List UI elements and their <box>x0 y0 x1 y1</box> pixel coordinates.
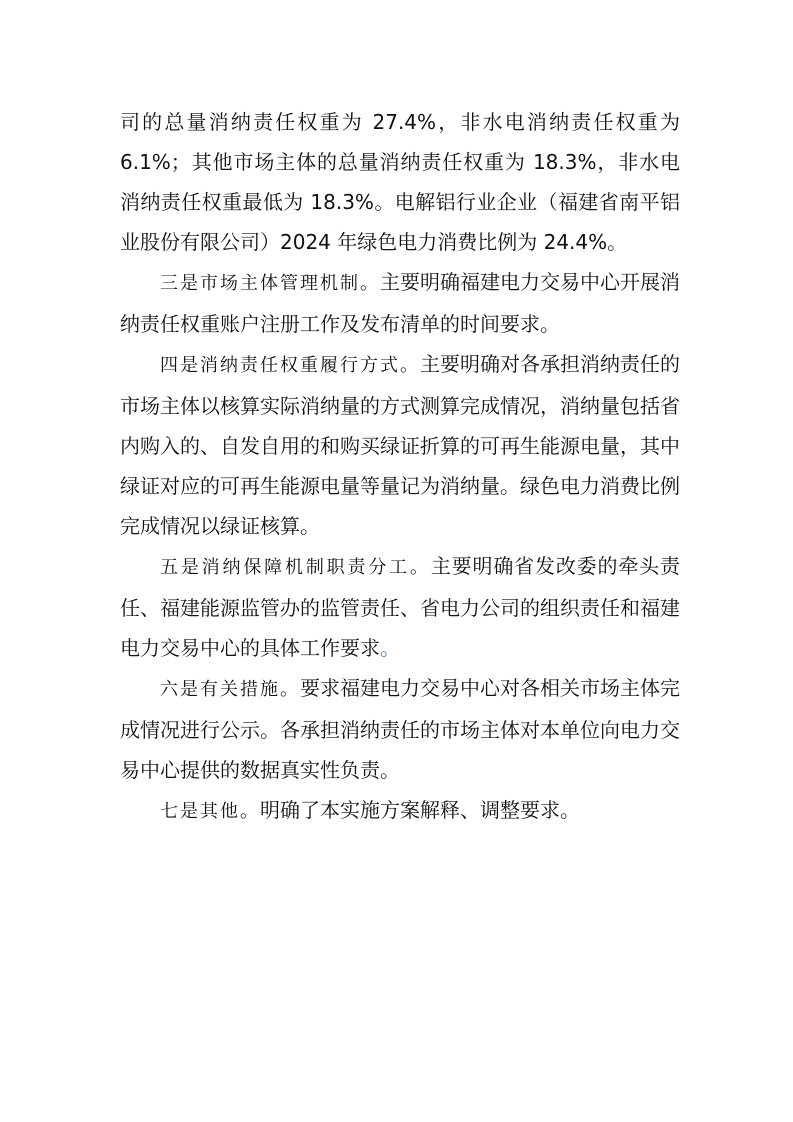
document-body <box>120 102 680 832</box>
paragraph-body: 司的总量消纳责任权重为 27.4%，非水电消纳责任权重为 6.1%；其他市场主体的总量消纳责任权重为 18.3%，非水电消纳责任权重最低为 18.3%。电解铝行业企业（福建省南平铝业股份有限公司）2024 年绿色电力消费比例为 24.4%。 <box>120 110 680 254</box>
paragraph-end-mark: 。 <box>380 636 400 660</box>
paragraph-heading: 六是有关措施。 <box>160 679 300 700</box>
paragraph-fulfillment-method <box>120 344 680 546</box>
paragraph-heading: 三是市场主体管理机制。 <box>160 273 380 294</box>
paragraph-others <box>120 790 680 832</box>
paragraph-body: 主要明确省发改委的牵头责任、福建能源监管办的监管责任、省电力公司的组织责任和福建电力交易中心的具体工作要求 <box>120 554 681 660</box>
paragraph-heading: 四是消纳责任权重履行方式。 <box>160 355 420 376</box>
paragraph-body: 明确了本实施方案解释、调整要求。 <box>260 798 580 822</box>
paragraph-heading: 七是其他。 <box>160 801 260 822</box>
paragraph-responsibility-division <box>120 546 680 668</box>
paragraph-body: 要求福建电力交易中心对各相关市场主体完成情况进行公示。各承担消纳责任的市场主体对本单位向电力交易中心提供的数据真实性负责。 <box>120 676 680 782</box>
paragraph-body: 主要明确福建电力交易中心开展消纳责任权重账户注册工作及发布清单的时间要求。 <box>120 270 680 336</box>
paragraph-continuation <box>120 102 680 262</box>
paragraph-related-measures <box>120 668 680 790</box>
paragraph-market-entity-management <box>120 262 680 344</box>
paragraph-body: 主要明确对各承担消纳责任的市场主体以核算实际消纳量的方式测算完成情况，消纳量包括省内购入的、自发自用的和购买绿证折算的可再生能源电量，其中绿证对应的可再生能源电量等量记为消纳量。绿色电力消费比例完成情况以绿证核算。 <box>120 352 680 538</box>
paragraph-heading: 五是消纳保障机制职责分工。 <box>160 557 431 578</box>
